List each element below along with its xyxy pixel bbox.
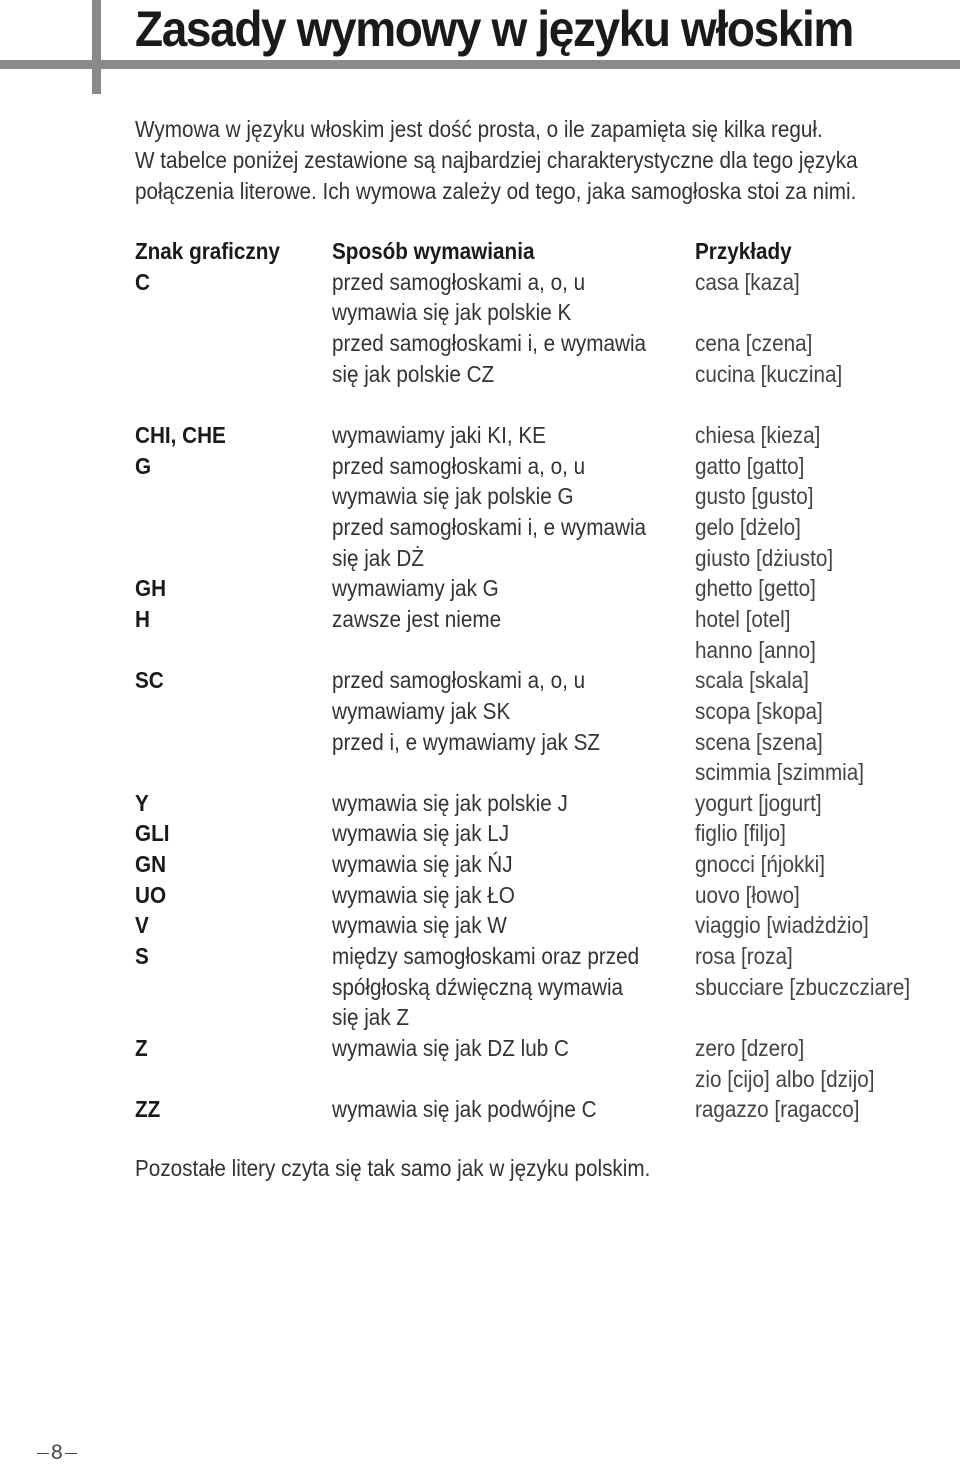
table-row [135,849,945,880]
sign-cell: V [135,912,149,939]
header-sign: Znak graficzny [135,238,280,264]
sign-cell: C [135,268,150,295]
sign-cell: SC [135,667,164,694]
page-number-value: 8 [51,1441,63,1464]
method-cell: wymawia się jak ŃJ [332,851,513,878]
table-row [135,1033,945,1064]
table-row [135,941,945,972]
table-row [135,1094,945,1125]
method-cell: wymawia się jak podwójne C [332,1096,597,1123]
table-row [135,420,945,451]
page-number [35,1441,79,1465]
example-cell: scena [szena] [695,728,823,755]
method-cell: przed samogłoskami i, e wymawia [332,513,647,540]
example-cell: chiesa [kieza] [695,421,821,448]
footer-note: Pozostałe litery czyta się tak samo jak w języku polskim. [135,1155,651,1181]
header-examples: Przykłady [695,238,792,264]
method-cell: przed i, e wymawiamy jak SZ [332,728,601,755]
table-row [135,573,945,604]
sign-cell: S [135,943,149,970]
sign-cell: H [135,605,150,632]
table-row [135,788,945,819]
table-row [135,512,945,543]
table-body [135,267,945,1125]
table-row [135,328,945,359]
table-row [135,972,945,1003]
intro-line: Wymowa w języku włoskim jest dość prosta, o ile zapamięta się kilka reguł. [135,116,823,142]
intro-line: połączenia literowe. Ich wymowa zależy od tego, jaka samogłoska stoi za nimi. [135,178,857,204]
table-row [135,267,945,298]
table-row [135,665,945,696]
example-cell: figlio [filjo] [695,820,786,847]
example-cell: uovo [łowo] [695,881,800,908]
sign-cell: ZZ [135,1096,161,1123]
example-cell: cena [czena] [695,329,813,356]
method-cell: wymawiamy jak G [332,575,499,602]
method-cell: się jak Z [332,1004,410,1031]
table-row [135,696,945,727]
table-row [135,635,945,666]
method-cell: wymawia się jak polskie G [332,483,574,510]
sign-cell: Y [135,789,149,816]
example-cell: gatto [gatto] [695,452,805,479]
intro-line: W tabelce poniżej zestawione są najbardziej charakterystyczne dla tego języka [135,147,858,173]
method-cell: się jak DŻ [332,544,425,571]
example-cell: cucina [kuczina] [695,360,843,387]
example-cell: zero [dzero] [695,1035,805,1062]
example-cell: yogurt [jogurt] [695,789,822,816]
intro-paragraph [135,114,935,207]
table-row [135,818,945,849]
sign-cell: Z [135,1035,148,1062]
example-cell: zio [cijo] albo [dzijo] [695,1065,875,1092]
example-cell: rosa [roza] [695,943,793,970]
method-cell: wymawia się jak ŁO [332,881,515,908]
sign-cell: G [135,452,152,479]
method-cell: między samogłoskami oraz przed [332,943,640,970]
example-cell: hotel [otel] [695,605,791,632]
method-cell: wymawia się jak polskie J [332,789,568,816]
method-cell: wymawiamy jak SK [332,697,511,724]
sign-cell: GN [135,851,167,878]
method-cell: przed samogłoskami i, e wymawia [332,329,647,356]
example-cell: casa [kaza] [695,268,800,295]
table-row [135,451,945,482]
pronunciation-table [135,236,945,1125]
example-cell: scimmia [szimmia] [695,759,865,786]
method-cell: wymawia się jak DZ lub C [332,1035,569,1062]
method-cell: wymawia się jak LJ [332,820,510,847]
table-row [135,880,945,911]
example-cell: gnocci [ńjokki] [695,851,826,878]
sign-cell: UO [135,881,167,908]
method-cell: przed samogłoskami a, o, u [332,667,586,694]
method-cell: zawsze jest nieme [332,605,502,632]
table-row [135,359,945,390]
header-vertical-rule [92,0,101,94]
example-cell: giusto [dżiusto] [695,544,834,571]
table-row [135,481,945,512]
method-cell: wymawiamy jaki KI, KE [332,421,546,448]
example-cell: hanno [anno] [695,636,816,663]
sign-cell: CHI, CHE [135,421,226,448]
page-title: Zasady wymowy w języku włoskim [135,1,853,57]
example-cell: ragazzo [ragacco] [695,1096,860,1123]
example-cell: sbucciare [zbuczcziare] [695,973,911,1000]
method-cell: spółgłoską dźwięczną wymawia [332,973,624,1000]
example-cell: viaggio [wiadżdżio] [695,912,869,939]
header-horizontal-rule [0,60,960,69]
example-cell: scala [skala] [695,667,809,694]
sign-cell: GLI [135,820,170,847]
table-row [135,910,945,941]
method-cell: wymawia się jak polskie K [332,299,572,326]
table-row [135,604,945,635]
table-row [135,297,945,328]
table-spacer [135,389,945,420]
method-cell: przed samogłoskami a, o, u [332,452,586,479]
table-row [135,1002,945,1033]
example-cell: gusto [gusto] [695,483,814,510]
table-row [135,1064,945,1095]
page-number-dash [37,1453,49,1454]
method-cell: wymawia się jak W [332,912,507,939]
table-row [135,727,945,758]
sign-cell: GH [135,575,167,602]
example-cell: gelo [dżelo] [695,513,801,540]
example-cell: scopa [skopa] [695,697,823,724]
example-cell: ghetto [getto] [695,575,816,602]
table-header-row [135,236,945,267]
table-row [135,757,945,788]
method-cell: przed samogłoskami a, o, u [332,268,586,295]
table-row [135,543,945,574]
header-method: Sposób wymawiania [332,238,535,264]
method-cell: się jak polskie CZ [332,360,495,387]
page-number-dash [65,1453,77,1454]
